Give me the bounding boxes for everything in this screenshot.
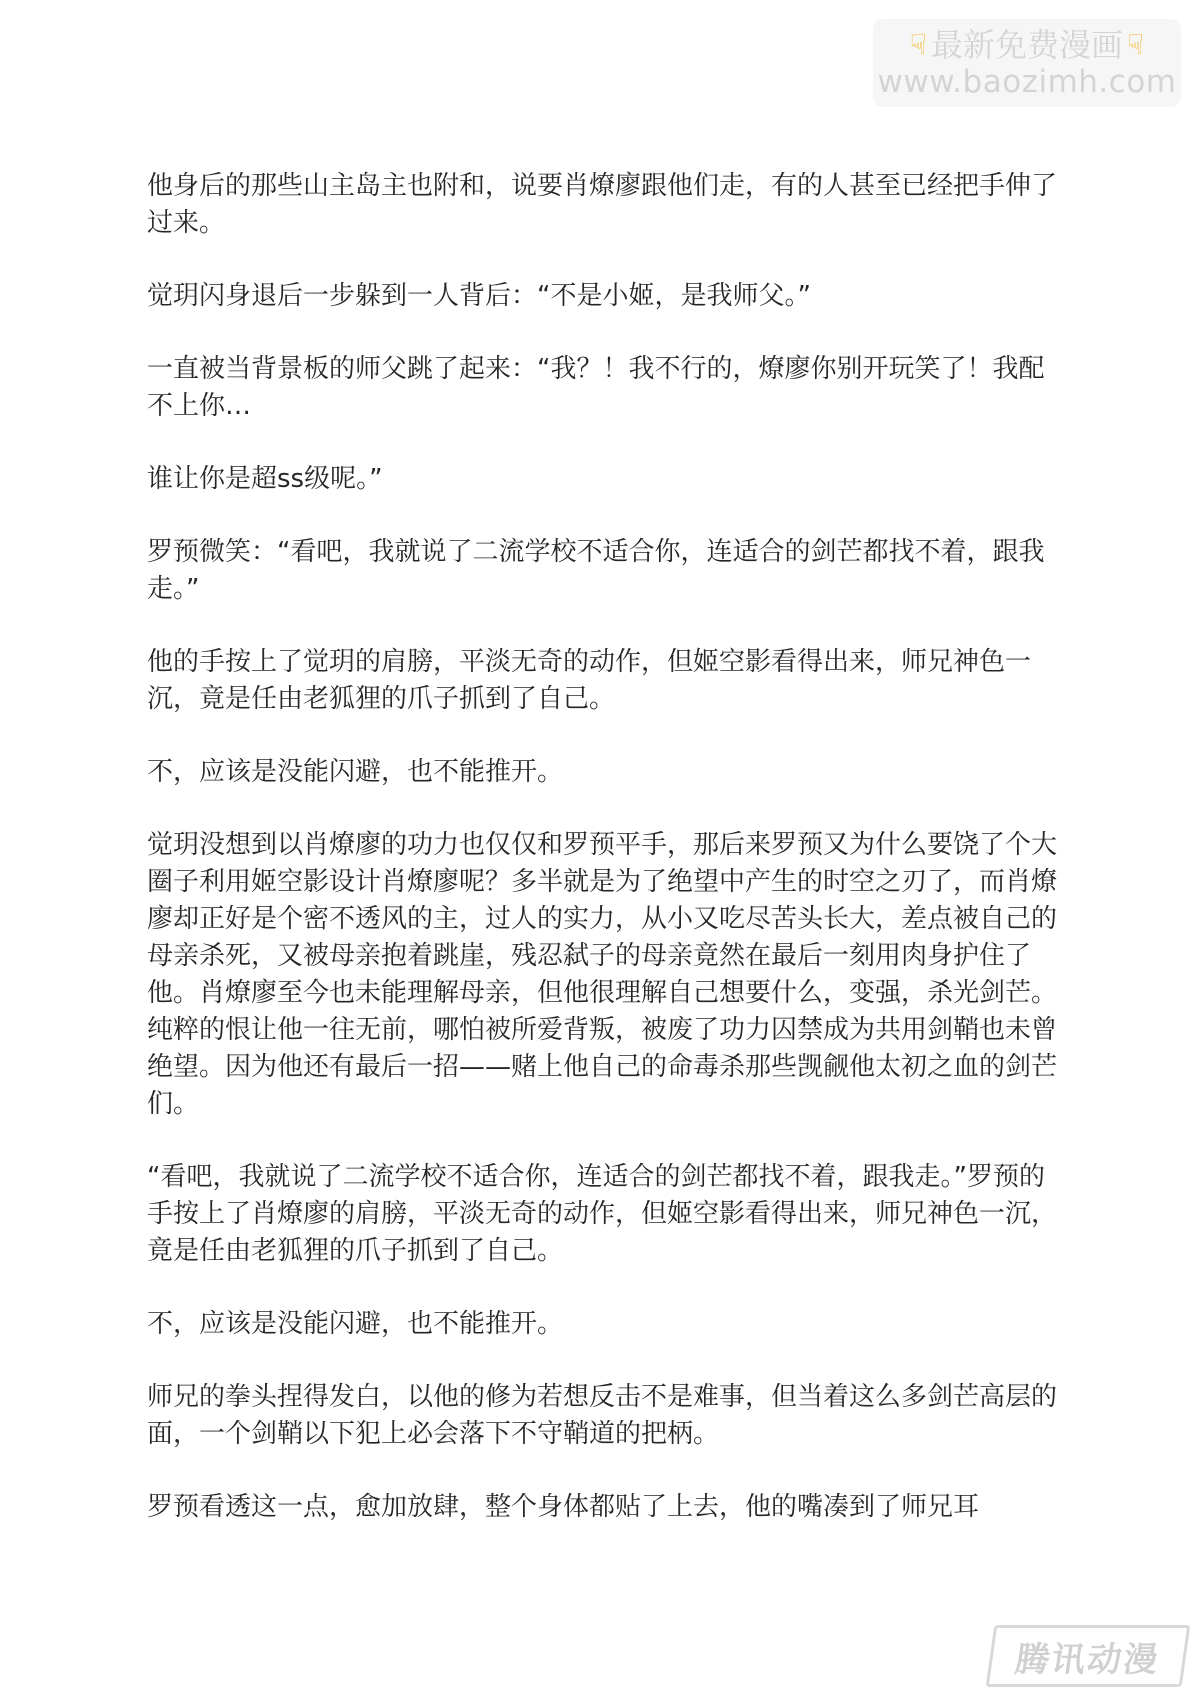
paragraph: 他身后的那些山主岛主也附和，说要肖燎廖跟他们走，有的人甚至已经把手伸了过来。: [147, 171, 1058, 238]
paragraph: 师兄的拳头捏得发白，以他的修为若想反击不是难事，但当着这么多剑芒高层的面，一个剑鞘以下犯上必会落下不守鞘道的把柄。: [147, 1382, 1058, 1449]
pointing-down-hand-icon: ☟: [1127, 28, 1145, 61]
paragraph: 他的手按上了觉玥的肩膀，平淡无奇的动作，但姬空影看得出来，师兄神色一沉，竟是任由老狐狸的爪子抓到了自己。: [147, 647, 1032, 714]
novel-text-body: [147, 168, 1067, 1562]
watermark-title-row: [910, 26, 1144, 64]
paragraph: 不，应该是没能闪避，也不能推开。: [147, 757, 564, 787]
pointing-down-hand-icon: ☟: [909, 28, 927, 61]
paragraph: 觉玥闪身退后一步躲到一人背后：“不是小姬，是我师父。”: [147, 281, 811, 311]
baozimh-watermark: [873, 19, 1181, 107]
paragraph: 罗预微笑：“看吧，我就说了二流学校不适合你，连适合的剑芒都找不着，跟我走。”: [147, 537, 1045, 604]
paragraph: 谁让你是超ss级呢。”: [147, 464, 383, 494]
paragraph: 不，应该是没能闪避，也不能推开。: [147, 1309, 564, 1339]
paragraph: 罗预看透这一点，愈加放肆，整个身体都贴了上去，他的嘴凑到了师兄耳: [147, 1492, 980, 1522]
tencent-comics-logo: 腾讯动漫: [986, 1625, 1191, 1687]
watermark-url: www.baozimh.com: [877, 64, 1177, 100]
watermark-title: 最新免费漫画: [930, 26, 1123, 64]
paragraph: 觉玥没想到以肖燎廖的功力也仅仅和罗预平手，那后来罗预又为什么要饶了个大圈子利用姬空影设计肖燎廖呢？多半就是为了绝望中产生的时空之刃了，而肖燎廖却正好是个密不透风的主，过人的实力，从小又吃尽苦头长大，差点被自己的母亲杀死，又被母亲抱着跳崖，残忍弑子的母亲竟然在最后一刻用肉身护住了他。肖燎廖至今也未能理解母亲，但他很理解自己想要什么，变强，杀光剑芒。纯粹的恨让他一往无前，哪怕被所爱背叛，被废了功力囚禁成为共用剑鞘也未曾绝望。因为他还有最后一招——赌上他自己的命毒杀那些觊觎他太初之血的剑芒们。: [147, 830, 1058, 1119]
paragraph: 一直被当背景板的师父跳了起来：“我？！我不行的，燎廖你别开玩笑了！我配不上你…: [147, 354, 1045, 421]
paragraph: “看吧，我就说了二流学校不适合你，连适合的剑芒都找不着，跟我走。”罗预的手按上了肖燎廖的肩膀，平淡无奇的动作，但姬空影看得出来，师兄神色一沉，竟是任由老狐狸的爪子抓到了自己。: [147, 1162, 1058, 1266]
